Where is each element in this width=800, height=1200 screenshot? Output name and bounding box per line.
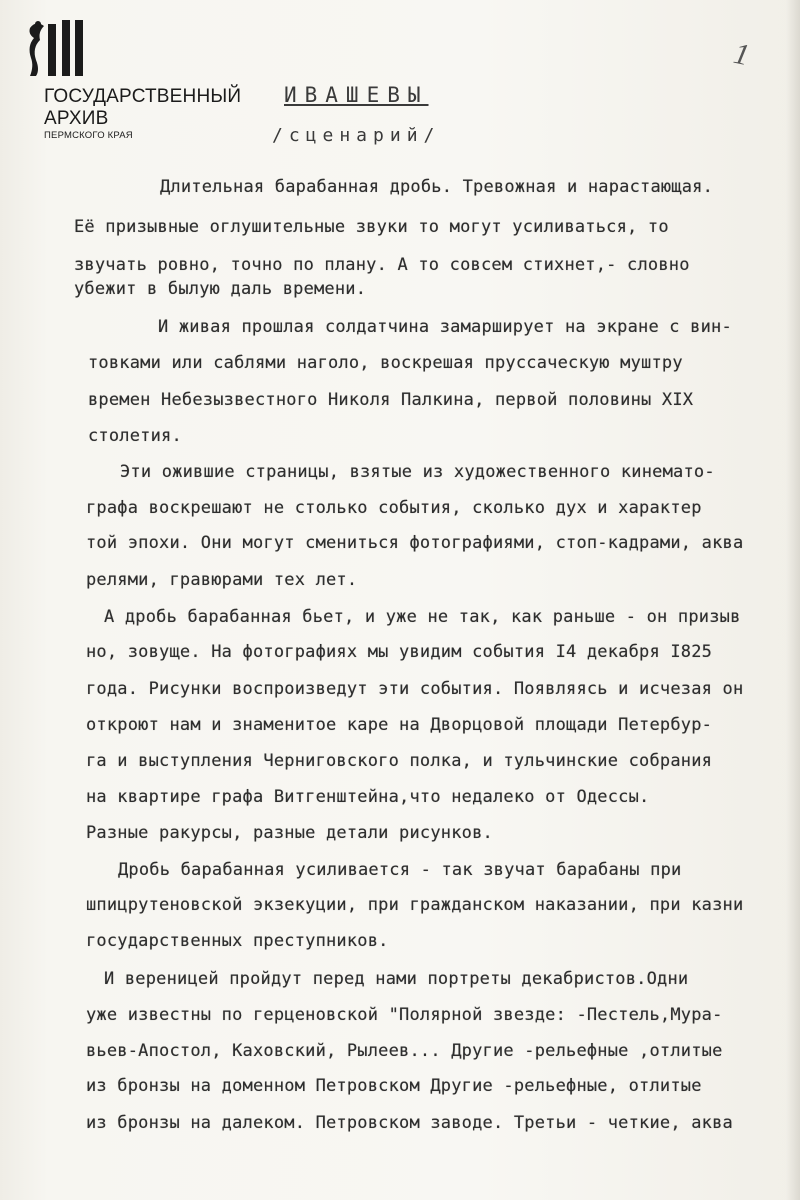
- text-line: Эти ожившие страницы, взятые из художественного кинемато-: [120, 462, 715, 482]
- text-line: звучать ровно, точно по плану. А то совсем стихнет,- словно: [74, 255, 690, 275]
- text-line: столетия.: [88, 426, 182, 446]
- page-edge-shadow: [786, 0, 800, 1200]
- text-line: уже известны по герценовской "Полярной звезде: -Пестель,Мура-: [86, 1005, 723, 1025]
- text-line: из бронзы на доменном Петровском Другие -рельефные, отлитые: [86, 1076, 702, 1096]
- text-line: времен Небезызвестного Николя Палкина, первой половины XIX: [88, 390, 694, 410]
- text-line: той эпохи. Они могут смениться фотографиями, стоп-кадрами, аква: [86, 533, 744, 553]
- text-line: Разные ракурсы, разные детали рисунков.: [86, 823, 493, 843]
- archive-logo-line3: ПЕРМСКОГО КРАЯ: [44, 130, 133, 141]
- text-line: государственных преступников.: [86, 931, 389, 951]
- text-line: вьев-Апостол, Каховский, Рылеев... Другие -рельефные ,отлитые: [86, 1041, 723, 1061]
- text-line: Дробь барабанная усиливается - так звучат барабаны при: [118, 860, 682, 880]
- text-line: га и выступления Черниговского полка, и тульчинские собрания: [86, 751, 713, 771]
- text-line: И вереницей пройдут перед нами портреты декабристов.Одни: [104, 969, 689, 989]
- document-subtitle: /сценарий/: [272, 125, 441, 146]
- text-line: убежит в былую даль времени.: [74, 279, 367, 299]
- text-line: А дробь барабанная бьет, и уже не так, как раньше - он призыв: [104, 607, 741, 627]
- text-line: Длительная барабанная дробь. Тревожная и нарастающая.: [160, 177, 714, 197]
- archive-logo-line2: АРХИВ: [44, 108, 109, 129]
- text-line: графа воскрешают не столько события, сколько дух и характер: [86, 498, 702, 518]
- text-line: но, зовуще. На фотографиях мы увидим события I4 декабря I825: [86, 642, 713, 662]
- text-line: откроют нам и знаменитое каре на Дворцовой площади Петербур-: [86, 715, 713, 735]
- handwritten-page-number: 1: [730, 36, 753, 73]
- text-line: из бронзы на далеком. Петровском заводе. Третьи - четкие, аква: [86, 1113, 733, 1133]
- text-line: на квартире графа Витгенштейна,что недалеко от Одессы.: [86, 787, 650, 807]
- archive-logo: [26, 18, 256, 148]
- text-line: И живая прошлая солдатчина замарширует на экране с вин-: [158, 317, 732, 337]
- text-line: шпицрутеновской экзекуции, при гражданском наказании, при казни: [86, 895, 744, 915]
- text-line: релями, гравюрами тех лет.: [86, 570, 358, 590]
- text-line: года. Рисунки воспроизведут эти события. Появляясь и исчезая он: [86, 679, 744, 699]
- text-line: Её призывные оглушительные звуки то могут усиливаться, то: [74, 217, 669, 237]
- archive-emblem-icon: [26, 18, 86, 80]
- archive-logo-line1: ГОСУДАРСТВЕННЫЙ: [44, 86, 242, 107]
- text-line: товками или саблями наголо, воскрешая пруссаческую муштру: [88, 353, 683, 373]
- document-title: ИВАШЕВЫ: [284, 83, 429, 107]
